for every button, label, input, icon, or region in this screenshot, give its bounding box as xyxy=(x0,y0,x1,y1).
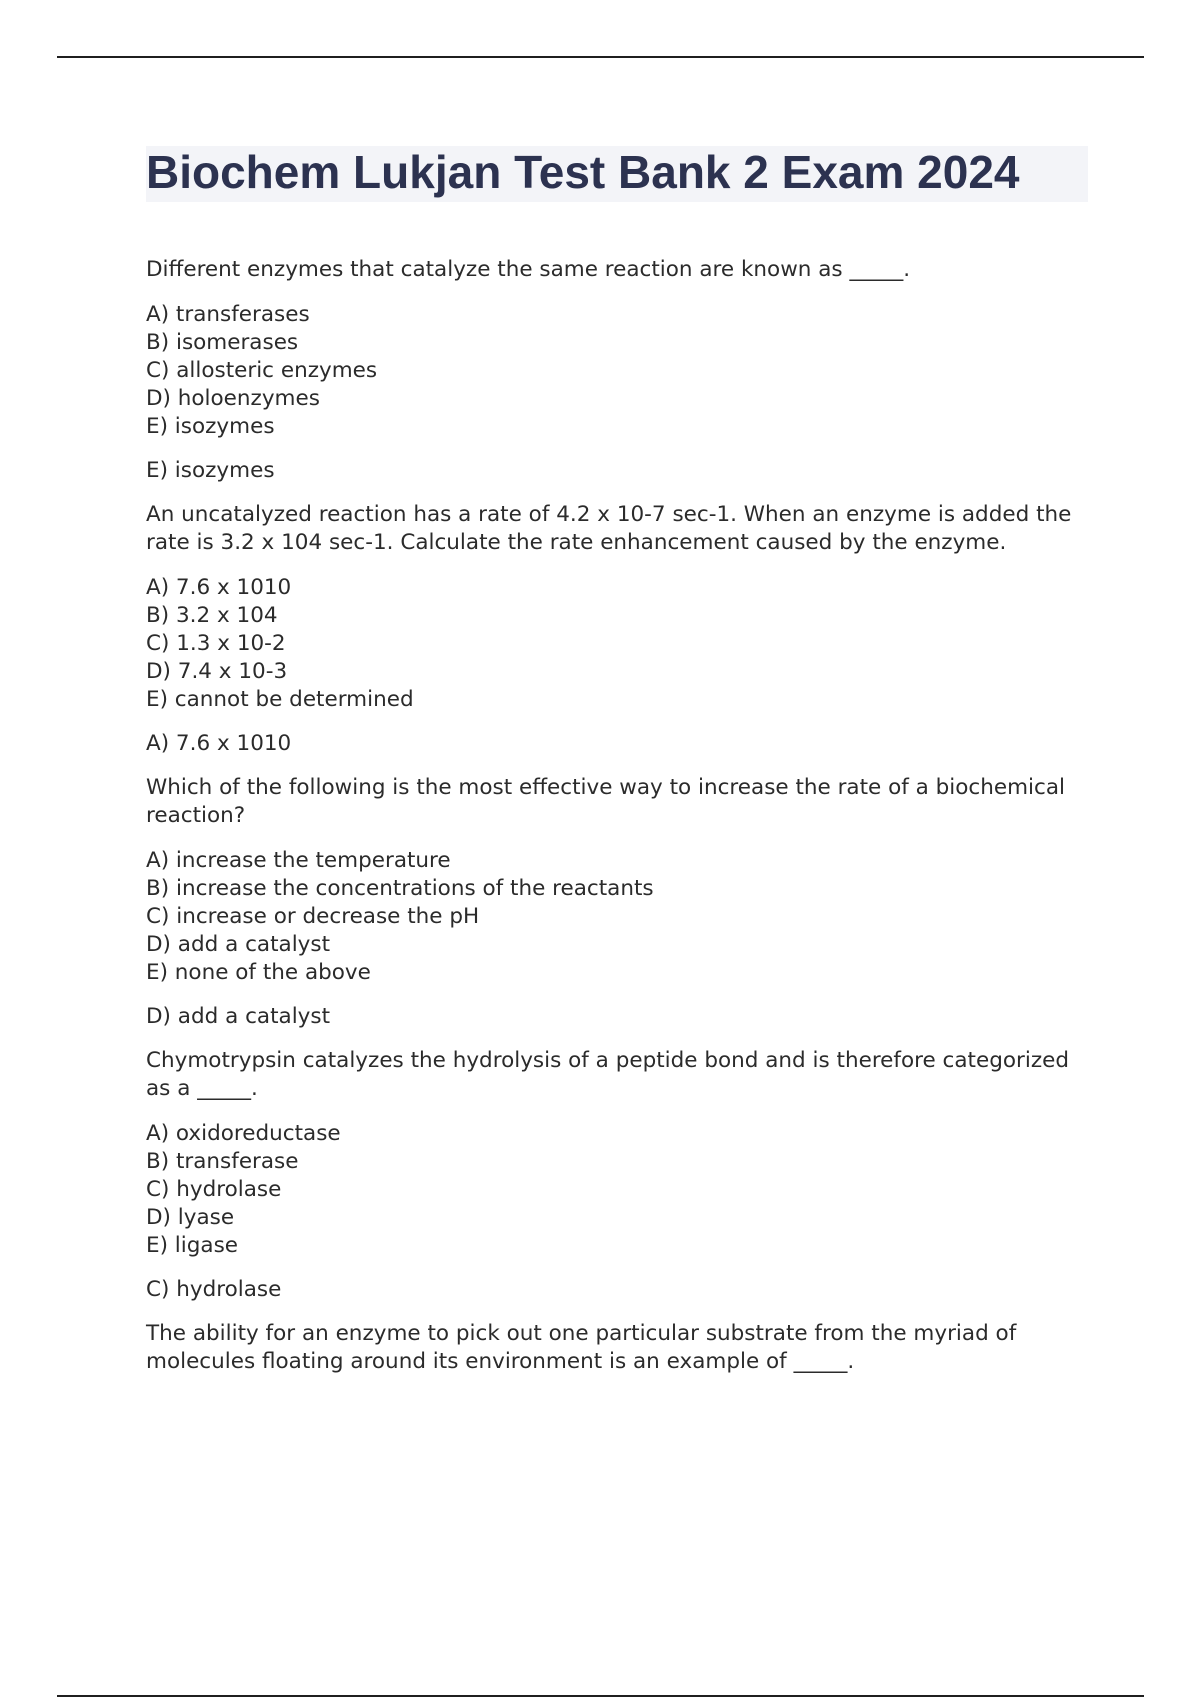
option-list xyxy=(146,1120,1086,1260)
option-d: D) lyase xyxy=(146,1205,235,1230)
bottom-rule xyxy=(57,1695,1144,1697)
option-a: A) oxidoreductase xyxy=(146,1121,341,1146)
option-c: C) hydrolase xyxy=(146,1177,282,1202)
question-block-4 xyxy=(146,1047,1086,1304)
question-prompt: An uncatalyzed reaction has a rate of 4.2 x 10-7 sec-1. When an enzyme is added the rate is 3.2 x 104 sec-1. Calculate the rate enhancement caused by the enzyme. xyxy=(146,502,1072,555)
option-d: D) add a catalyst xyxy=(146,932,331,957)
option-c: C) allosteric enzymes xyxy=(146,358,378,383)
option-b: B) isomerases xyxy=(146,330,299,355)
document-title: Biochem Lukjan Test Bank 2 Exam 2024 xyxy=(146,146,1020,198)
option-e: E) cannot be determined xyxy=(146,687,414,712)
option-d: D) holoenzymes xyxy=(146,386,320,411)
option-a: A) transferases xyxy=(146,302,310,327)
answer-text: E) isozymes xyxy=(146,458,275,483)
option-a: A) increase the temperature xyxy=(146,848,451,873)
option-c: C) 1.3 x 10-2 xyxy=(146,631,286,656)
question-prompt: Chymotrypsin catalyzes the hydrolysis of a peptide bond and is therefore categorized as a _____. xyxy=(146,1048,1069,1101)
answer-text: A) 7.6 x 1010 xyxy=(146,731,292,756)
answer-text: D) add a catalyst xyxy=(146,1004,331,1029)
option-list xyxy=(146,847,1086,987)
option-e: E) ligase xyxy=(146,1233,239,1258)
question-block-3 xyxy=(146,774,1086,1031)
answer-text: C) hydrolase xyxy=(146,1277,282,1302)
option-b: B) transferase xyxy=(146,1149,299,1174)
option-c: C) increase or decrease the pH xyxy=(146,904,480,929)
option-b: B) 3.2 x 104 xyxy=(146,603,278,628)
question-prompt: Which of the following is the most effective way to increase the rate of a biochemical reaction? xyxy=(146,775,1065,828)
option-list xyxy=(146,574,1086,714)
option-b: B) increase the concentrations of the reactants xyxy=(146,876,654,901)
top-rule xyxy=(57,56,1144,58)
option-e: E) none of the above xyxy=(146,960,371,985)
question-list xyxy=(146,256,1086,1393)
question-prompt: Different enzymes that catalyze the same reaction are known as _____. xyxy=(146,257,911,282)
option-list xyxy=(146,301,1086,441)
question-block-2 xyxy=(146,501,1086,758)
question-block-1 xyxy=(146,256,1086,485)
question-prompt: The ability for an enzyme to pick out one particular substrate from the myriad of molecules floating around its environment is an example of _____. xyxy=(146,1321,1017,1374)
option-e: E) isozymes xyxy=(146,414,275,439)
option-a: A) 7.6 x 1010 xyxy=(146,575,292,600)
option-d: D) 7.4 x 10-3 xyxy=(146,659,288,684)
question-block-5 xyxy=(146,1320,1086,1376)
